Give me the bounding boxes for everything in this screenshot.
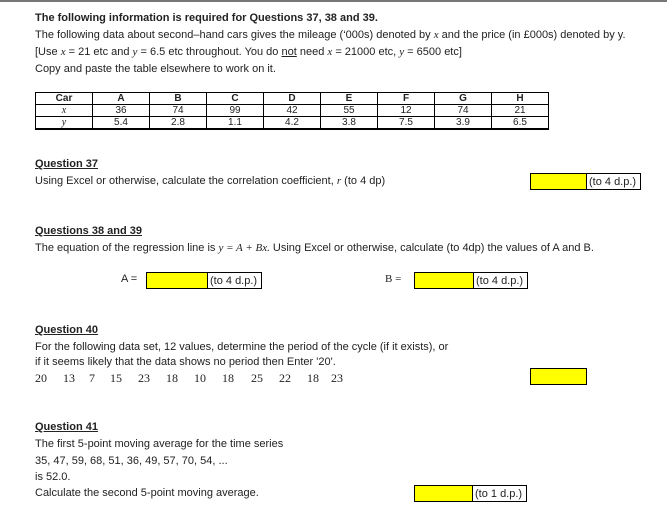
q41-text-1: The first 5-point moving average for the time series [35,438,284,450]
table-cell: 3.8 [321,117,378,130]
top-rule [0,0,667,2]
table-cell: D [264,93,321,105]
table-cell: E [321,93,378,105]
row-label: y [36,117,93,130]
emphasis-not: not [281,46,297,58]
row-label: Car [36,93,93,105]
table-cell: 4.2 [264,117,321,130]
q40-answer-input[interactable] [531,369,586,384]
table-cell: G [435,93,492,105]
table-cell: 1.1 [207,117,264,130]
intro-line-3 [35,46,462,58]
table-cell: 74 [435,105,492,117]
intro-text: = 21000 etc, [332,46,400,58]
table-cell: C [207,93,264,105]
table-cell: 3.9 [435,117,492,130]
q40-value: 7 [89,371,95,385]
q40-heading: Question 40 [35,324,98,336]
q40-text-2: if it seems likely that the data shows no period then Enter '20'. [35,356,336,368]
q38-heading: Questions 38 and 39 [35,225,142,237]
table-cell: B [150,93,207,105]
var-x: x [60,46,66,58]
intro-text: = 6500 etc] [404,46,462,58]
q40-value: 18 [222,371,234,385]
var-x: x [433,29,439,41]
q41-text-2: is 52.0. [35,471,71,483]
table-row [36,117,549,130]
q40-value: 22 [279,371,291,385]
q40-value: 23 [331,371,343,385]
a-answer-input[interactable] [147,273,207,288]
row-label: x [36,105,93,117]
q40-values [35,371,355,386]
q40-value: 20 [35,371,47,385]
q40-value: 18 [166,371,178,385]
b-unit-label: (to 4 d.p.) [474,272,528,289]
var-y: y [132,46,138,58]
q41-unit-label: (to 1 d.p.) [473,485,527,502]
q38-text [35,242,594,254]
a-label: A = [121,273,138,285]
q40-value: 18 [307,371,319,385]
q41-text-3: Calculate the second 5-point moving average. [35,487,259,499]
intro-text: = 6.5 etc throughout. You do [137,46,282,58]
a-unit-label: (to 4 d.p.) [208,272,262,289]
table-cell: 55 [321,105,378,117]
q40-value: 13 [63,371,75,385]
intro-text: and the price (in £000s) denoted by y. [438,29,626,41]
q37-text-part: (to 4 dp) [341,175,386,187]
table-cell: 12 [378,105,435,117]
q40-text-1: For the following data set, 12 values, determine the period of the cycle (if it exists), or [35,341,449,353]
intro-text: need [296,46,328,58]
q37-text [35,175,385,187]
q40-value: 25 [251,371,263,385]
table-cell: F [378,93,435,105]
var-y: y [399,46,405,58]
intro-text: The following data about second–hand cars gives the mileage (‘000s) denoted by [35,29,434,41]
table-cell: 36 [93,105,150,117]
q41-answer-box[interactable] [414,485,473,502]
table-cell: 6.5 [492,117,549,130]
intro-line-4: Copy and paste the table elsewhere to work on it. [35,63,276,75]
intro-text: [Use [35,46,61,58]
var-r: r [336,175,342,187]
q38-text-part: The equation of the regression line is [35,242,219,254]
intro-line-2 [35,29,626,41]
var-x: x [327,46,333,58]
table-cell: A [93,93,150,105]
q38-text-part: Using Excel or otherwise, calculate (to 4dp) the values of A and B. [269,242,594,254]
q37-text-part: Using Excel or otherwise, calculate the correlation coefficient, [35,175,337,187]
regression-equation: y = A + Bx. [218,242,270,254]
q41-answer-input[interactable] [415,486,472,501]
b-answer-box[interactable] [414,272,474,289]
q37-answer-input[interactable] [531,174,586,189]
table-cell: 7.5 [378,117,435,130]
q37-heading: Question 37 [35,158,98,170]
q40-value: 15 [110,371,122,385]
q40-value: 23 [138,371,150,385]
table-cell: 74 [150,105,207,117]
b-label: B = [385,273,402,285]
table-row [36,105,549,117]
q37-unit-label: (to 4 d.p.) [587,173,641,190]
table-cell: 99 [207,105,264,117]
b-answer-input[interactable] [415,273,473,288]
intro-text: = 21 etc and [65,46,133,58]
q37-answer-box[interactable] [530,173,587,190]
table-cell: 21 [492,105,549,117]
q41-series: 35, 47, 59, 68, 51, 36, 49, 57, 70, 54, ... [35,455,228,467]
table-cell: 42 [264,105,321,117]
q41-heading: Question 41 [35,421,98,433]
data-table [35,92,549,130]
q40-value: 10 [194,371,206,385]
table-cell: 5.4 [93,117,150,130]
table-row [36,93,549,105]
a-answer-box[interactable] [146,272,208,289]
table-cell: 2.8 [150,117,207,130]
table-cell: H [492,93,549,105]
q40-answer-box[interactable] [530,368,587,385]
intro-heading: The following information is required for Questions 37, 38 and 39. [35,12,378,24]
